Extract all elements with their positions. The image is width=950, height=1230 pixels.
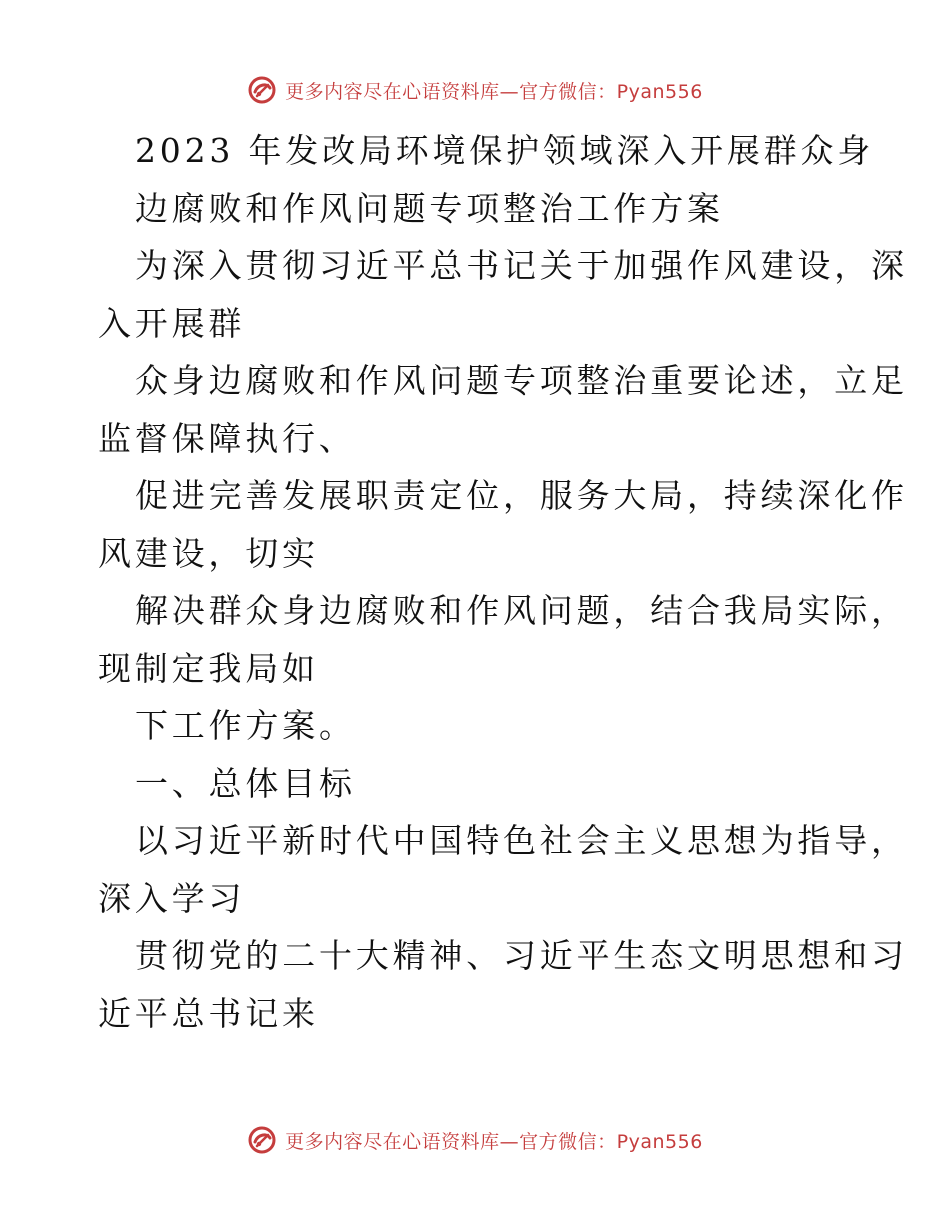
paragraph-line: 深入学习 — [98, 878, 246, 918]
logo-swirl-icon — [247, 1125, 277, 1155]
paragraph-line: 贯彻党的二十大精神、习近平生态文明思想和习 — [135, 936, 908, 975]
doc-title-line-2: 边腐败和作风问题专项整治工作方案 — [135, 188, 724, 228]
paragraph-line: 以习近平新时代中国特色社会主义思想为指导， — [135, 821, 908, 860]
paragraph-line: 风建设，切实 — [98, 533, 319, 573]
paragraph-line: 解决群众身边腐败和作风问题，结合我局实际， — [135, 591, 908, 630]
footer-banner-text: 更多内容尽在心语资料库—官方微信：Pyan556 — [285, 1130, 703, 1153]
paragraph-line: 促进完善发展职责定位，服务大局，持续深化作 — [135, 476, 908, 515]
header-banner-text: 更多内容尽在心语资料库—官方微信：Pyan556 — [285, 80, 703, 103]
paragraph-line: 入开展群 — [98, 303, 246, 343]
paragraph-line: 现制定我局如 — [98, 648, 319, 688]
paragraph-line: 下工作方案。 — [135, 706, 356, 745]
logo-swirl-icon — [247, 75, 277, 105]
paragraph-line: 监督保障执行、 — [98, 418, 356, 458]
doc-title-line-1: 2023 年发改局环境保护领域深入开展群众身 — [135, 131, 875, 170]
header-banner — [0, 70, 950, 110]
paragraph-line: 近平总书记来 — [98, 993, 319, 1033]
section-heading: 一、总体目标 — [135, 763, 356, 803]
document-body — [98, 122, 908, 1042]
footer-banner — [0, 1120, 950, 1160]
paragraph-line: 为深入贯彻习近平总书记关于加强作风建设，深 — [135, 246, 908, 285]
paragraph-line: 众身边腐败和作风问题专项整治重要论述，立足 — [135, 361, 908, 400]
